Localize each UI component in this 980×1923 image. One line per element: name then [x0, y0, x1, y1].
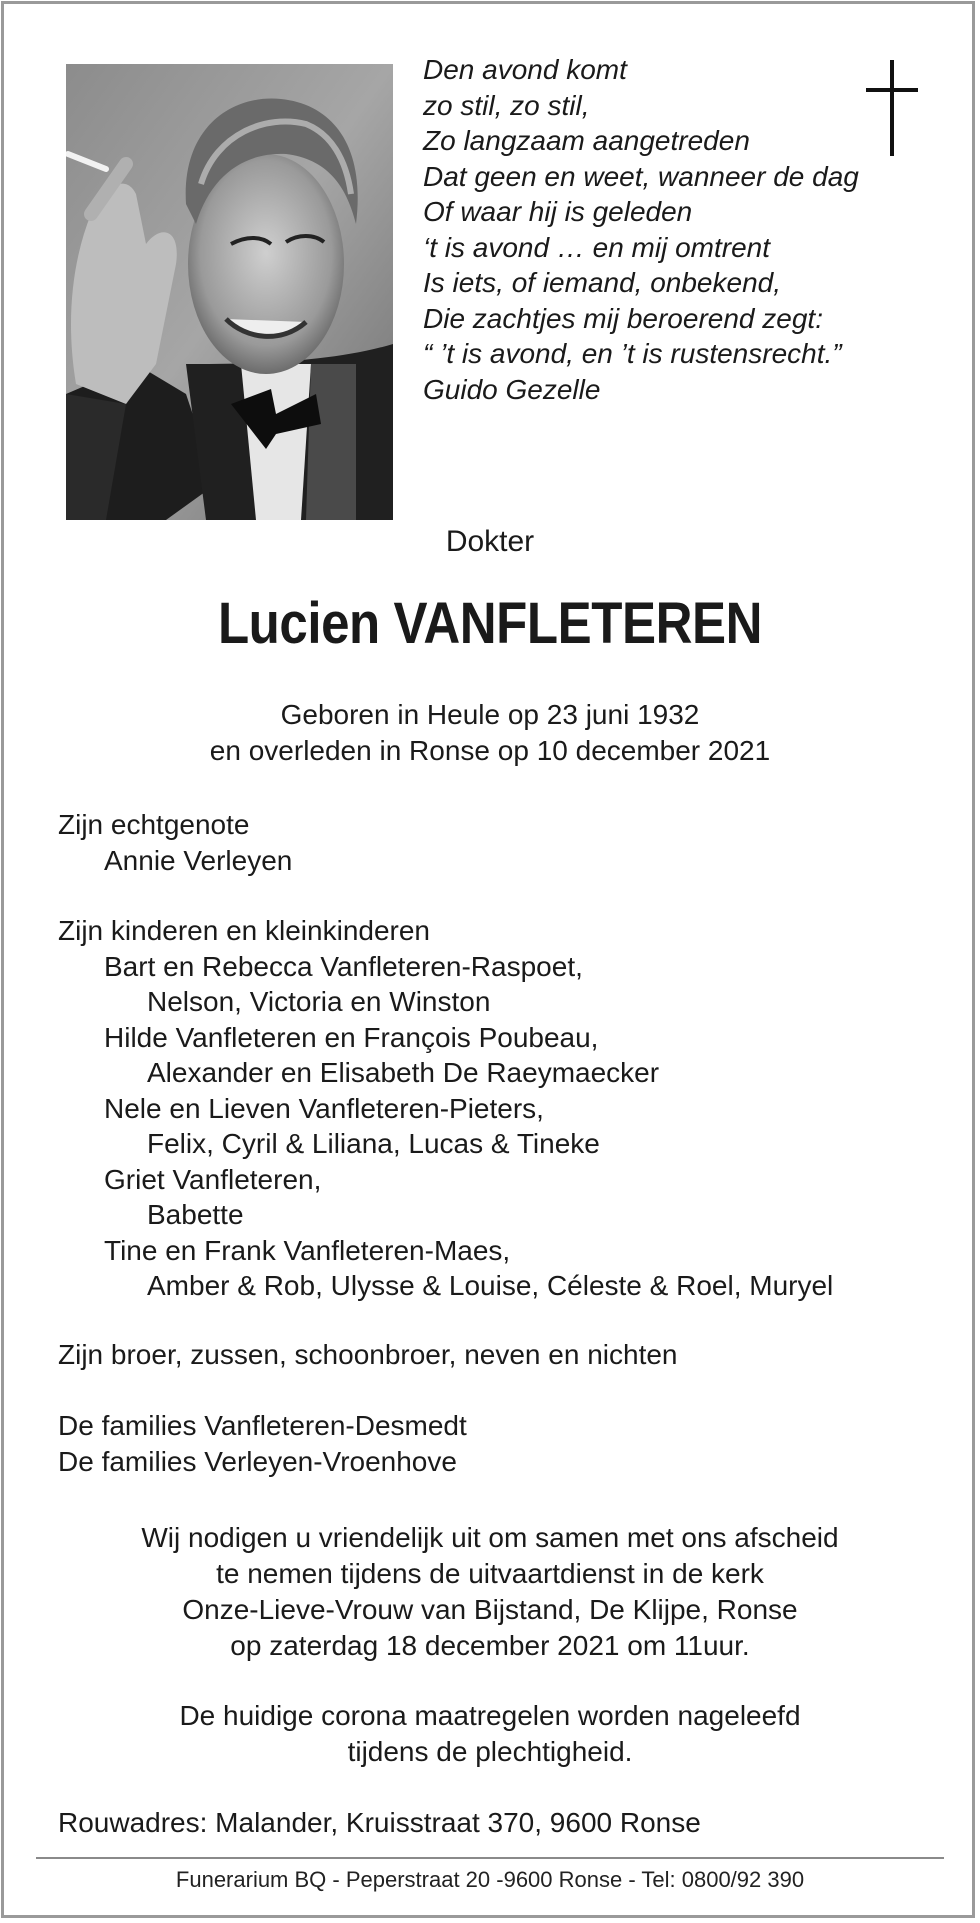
- poem-line: Die zachtjes mij beroerend zegt:: [423, 302, 823, 334]
- siblings-line: Zijn broer, zussen, schoonbroer, neven en nichten: [58, 1339, 678, 1370]
- life-dates: [0, 697, 980, 769]
- mourning-address: Rouwadres: Malander, Kruisstraat 370, 9600 Ronse: [58, 1807, 701, 1838]
- poem-line: Den avond komt: [423, 54, 627, 85]
- invitation-line: te nemen tijdens de uitvaartdienst in de kerk: [216, 1558, 764, 1589]
- invitation-line: op zaterdag 18 december 2021 om 11uur.: [230, 1630, 750, 1661]
- deceased-name: Lucien VANFLETEREN: [217, 591, 763, 656]
- grandchildren: Babette: [147, 1199, 244, 1230]
- invitation: [0, 1520, 980, 1664]
- spouse-heading: Zijn echtgenote: [58, 809, 250, 840]
- portrait-photo: [66, 64, 393, 520]
- grandchildren: Amber & Rob, Ulysse & Louise, Céleste & Roel, Muryel: [147, 1270, 834, 1301]
- spouse-name: Annie Verleyen: [104, 844, 293, 876]
- families-section: [58, 1408, 467, 1479]
- address-section: [58, 1805, 701, 1841]
- divider: [36, 1857, 944, 1859]
- family-line: De families Vanfleteren-Desmedt: [58, 1410, 467, 1441]
- corona-line: De huidige corona maatregelen worden nageleefd: [179, 1700, 801, 1731]
- poem-line: Is iets, of iemand, onbekend,: [423, 267, 781, 298]
- family-line: De families Verleyen-Vroenhove: [58, 1445, 457, 1477]
- corona-line: tijdens de plechtigheid.: [347, 1736, 633, 1767]
- child-parents: Tine en Frank Vanfleteren-Maes,: [104, 1234, 511, 1266]
- poem-line: “ ’t is avond, en ’t is rustensrecht.”: [423, 338, 842, 369]
- corona-notice: [0, 1698, 980, 1770]
- title: Dokter: [445, 525, 535, 558]
- poem-author: Guido Gezelle: [423, 373, 601, 405]
- poem-line: zo stil, zo stil,: [423, 89, 590, 121]
- invitation-line: Onze-Lieve-Vrouw van Bijstand, De Klijpe, Ronse: [182, 1594, 798, 1625]
- spouse-section: [58, 807, 292, 878]
- siblings-section: [58, 1337, 678, 1373]
- birth-line: Geboren in Heule op 23 juni 1932: [280, 699, 700, 730]
- child-parents: Nele en Lieven Vanfleteren-Pieters,: [104, 1092, 544, 1124]
- child-parents: Bart en Rebecca Vanfleteren-Raspoet,: [104, 950, 583, 982]
- poem: [423, 52, 859, 407]
- invitation-line: Wij nodigen u vriendelijk uit om samen met ons afscheid: [141, 1522, 839, 1553]
- poem-line: Zo langzaam aangetreden: [423, 125, 750, 156]
- grandchildren: Nelson, Victoria en Winston: [147, 986, 491, 1017]
- child-parents: Griet Vanfleteren,: [104, 1163, 322, 1195]
- poem-line: Dat geen en weet, wanneer de dag: [423, 160, 859, 192]
- poem-line: ‘t is avond … en mij omtrent: [423, 231, 771, 263]
- grandchildren: Felix, Cyril & Liliana, Lucas & Tineke: [147, 1128, 600, 1159]
- child-parents: Hilde Vanfleteren en François Poubeau,: [104, 1021, 599, 1053]
- death-line: en overleden in Ronse op 10 december 2021: [209, 735, 771, 766]
- children-section: [58, 913, 833, 1304]
- poem-line: Of waar hij is geleden: [423, 196, 693, 227]
- grandchildren: Alexander en Elisabeth De Raeymaecker: [147, 1057, 660, 1088]
- funeral-home-footer: Funerarium BQ - Peperstraat 20 -9600 Ronse - Tel: 0800/92 390: [175, 1867, 805, 1892]
- children-heading: Zijn kinderen en kleinkinderen: [58, 915, 430, 946]
- cross-icon: [862, 60, 922, 160]
